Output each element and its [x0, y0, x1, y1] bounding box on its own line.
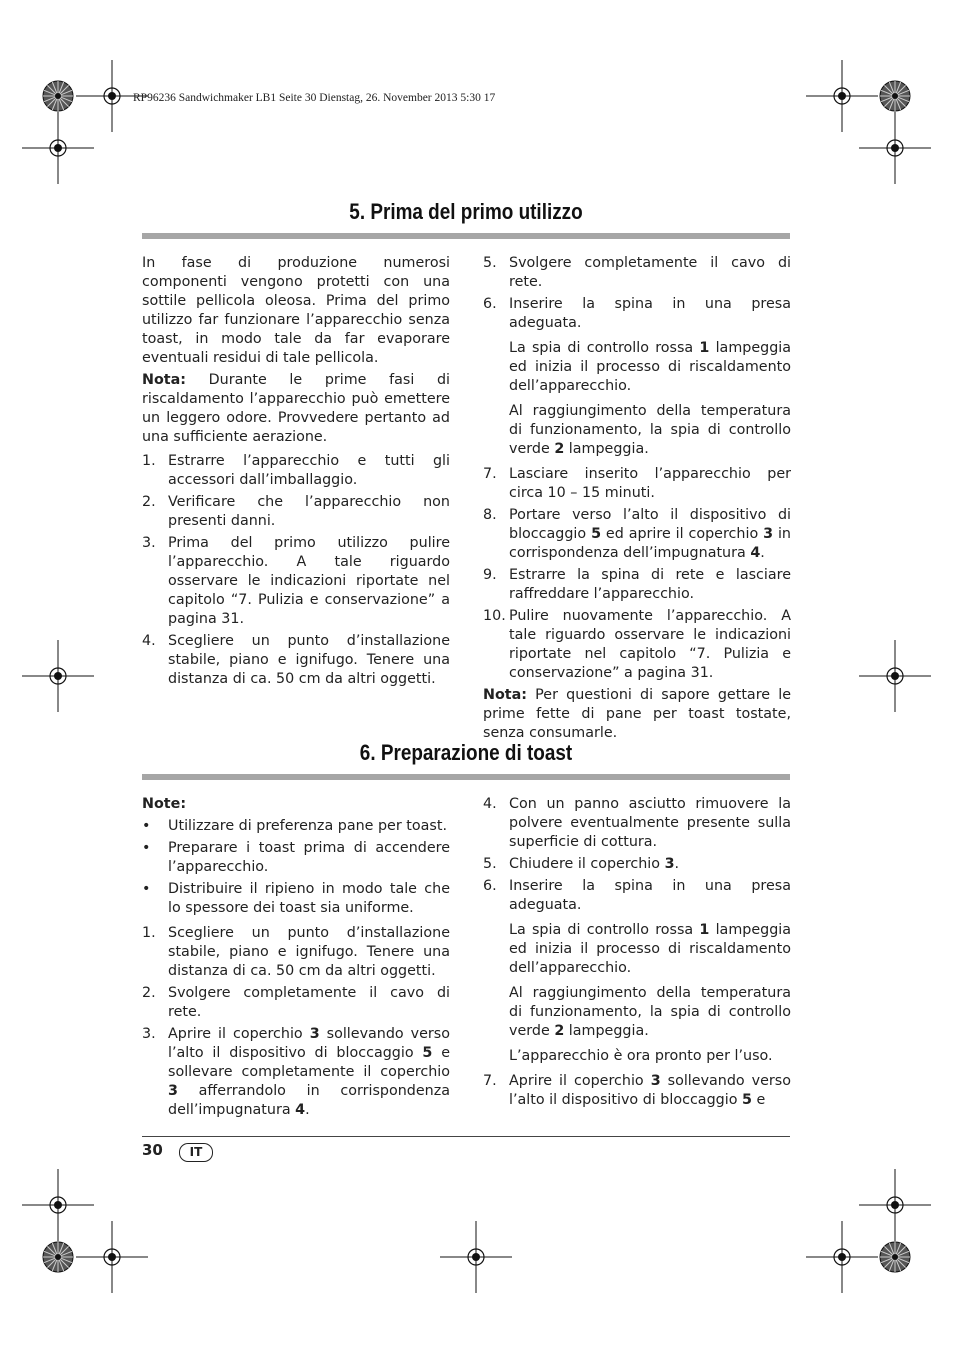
section6-right-column [483, 795, 791, 1113]
registration-cross-icon [859, 640, 931, 712]
list-item: 6. Inserire la spina in una presa adeguata. [483, 878, 791, 913]
list-item-detail: Al raggiungimento della temperatura di funzionamento, la spia di controllo verde 2 lampeggia. [509, 403, 791, 457]
registration-dial-icon [43, 81, 73, 111]
registration-cross-icon [440, 1221, 512, 1293]
registration-dial-icon [43, 1242, 73, 1272]
language-badge: IT [179, 1143, 213, 1162]
section-rule [142, 774, 790, 780]
list-item: 3. Prima del primo utilizzo pulire l’apparecchio. A tale riguardo osservare le indicazioni riportate nel capitolo “7. Pulizia e conservazione” a pagina 31. [142, 535, 450, 627]
list-item-detail: La spia di controllo rossa 1 lampeggia ed inizia il processo di riscaldamento dell’apparecchio. [509, 922, 791, 976]
list-item-detail: La spia di controllo rossa 1 lampeggia ed inizia il processo di riscaldamento dell’apparecchio. [509, 340, 791, 394]
list-item-detail: Al raggiungimento della temperatura di funzionamento, la spia di controllo verde 2 lampeggia. [509, 985, 791, 1039]
registration-cross-icon [859, 112, 931, 184]
list-item: 8. Portare verso l’alto il dispositivo di bloccaggio 5 ed aprire il coperchio 3 in corrispondenza dell’impugnatura 4. [483, 507, 791, 561]
section-title: 6. Preparazione di toast [359, 740, 573, 765]
notes-label: Note: [142, 796, 187, 812]
note-label: Nota: [483, 687, 527, 703]
registration-dial-icon [880, 1242, 910, 1272]
section6-left-column [142, 795, 450, 1123]
intro-paragraph: In fase di produzione numerosi componenti vengono protetti con una sottile pellicola oleosa. Prima del primo utilizzo far funzionare l’apparecchio senza toast, in modo tale da far evaporare eventuali residui di tale pellicola. [142, 255, 450, 366]
list-item: 1. Scegliere un punto d’installazione stabile, piano e ignifugo. Tenere una distanza di ca. 50 cm da altri oggetti. [142, 925, 450, 979]
list-item: 7. Aprire il coperchio 3 sollevando verso l’alto il dispositivo di bloccaggio 5 e [483, 1073, 792, 1108]
section-rule [142, 233, 790, 239]
bullet-item: • Distribuire il ripieno in modo tale che lo spessore dei toast sia uniforme. [142, 881, 450, 916]
section5-right-column [483, 254, 791, 746]
registration-cross-icon [22, 112, 94, 184]
bullet-item: • Utilizzare di preferenza pane per toast. [142, 818, 447, 834]
registration-cross-icon [859, 1169, 931, 1241]
list-item: 1. Estrarre l’apparecchio e tutti gli accessori dall’imballaggio. [142, 453, 450, 488]
footer-rule [142, 1136, 790, 1137]
note-paragraph: Nota: Durante le prime fasi di riscaldamento l’apparecchio può emettere un leggero odore. Provvedere pertanto ad una sufficiente aerazione. [142, 372, 450, 445]
section5-left-column [142, 254, 450, 692]
registration-dial-icon [880, 81, 910, 111]
list-item-detail: L’apparecchio è ora pronto per l’uso. [509, 1048, 773, 1064]
list-item: 4. Con un panno asciutto rimuovere la polvere eventualmente presente sulla superficie di cottura. [483, 796, 791, 850]
list-item: 2. Verificare che l’apparecchio non presenti danni. [142, 494, 450, 529]
registration-cross-icon [22, 1169, 94, 1241]
print-header: RP96236 Sandwichmaker LB1 Seite 30 Dienstag, 26. November 2013 5:30 17 [133, 92, 496, 104]
list-item: 2. Svolgere completamente il cavo di rete. [142, 985, 450, 1020]
page-number: 30 [142, 1141, 163, 1159]
registration-cross-icon [22, 640, 94, 712]
list-item: 9. Estrarre la spina di rete e lasciare raffreddare l’apparecchio. [483, 567, 791, 602]
note-label: Nota: [142, 372, 186, 388]
registration-cross-icon [806, 1221, 878, 1293]
list-item: 6. Inserire la spina in una presa adeguata. [483, 296, 791, 331]
registration-cross-icon [76, 1221, 148, 1293]
list-item: 10. Pulire nuovamente l’apparecchio. A tale riguardo osservare le indicazioni riportate nel capitolo “7. Pulizia e conservazione” a pagina 31. [483, 608, 791, 681]
list-item: 3. Aprire il coperchio 3 sollevando verso l’alto il dispositivo di bloccaggio 5 e sollevare completamente il coperchio 3 afferrandolo in corrispondenza dell’impugnatura 4. [142, 1026, 451, 1118]
list-item: 7. Lasciare inserito l’apparecchio per circa 10 – 15 minuti. [483, 466, 791, 501]
note-paragraph: Nota: Per questioni di sapore gettare le prime fette di pane per toast tostate, senza consumarle. [483, 687, 791, 741]
list-item: 5. Svolgere completamente il cavo di rete. [483, 255, 791, 290]
registration-cross-icon [806, 60, 878, 132]
section-title: 5. Prima del primo utilizzo [349, 199, 583, 224]
list-item: 4. Scegliere un punto d’installazione stabile, piano e ignifugo. Tenere una distanza di ca. 50 cm da altri oggetti. [142, 633, 450, 687]
bullet-item: • Preparare i toast prima di accendere l’apparecchio. [142, 840, 450, 875]
list-item: 5. Chiudere il coperchio 3. [483, 856, 680, 872]
